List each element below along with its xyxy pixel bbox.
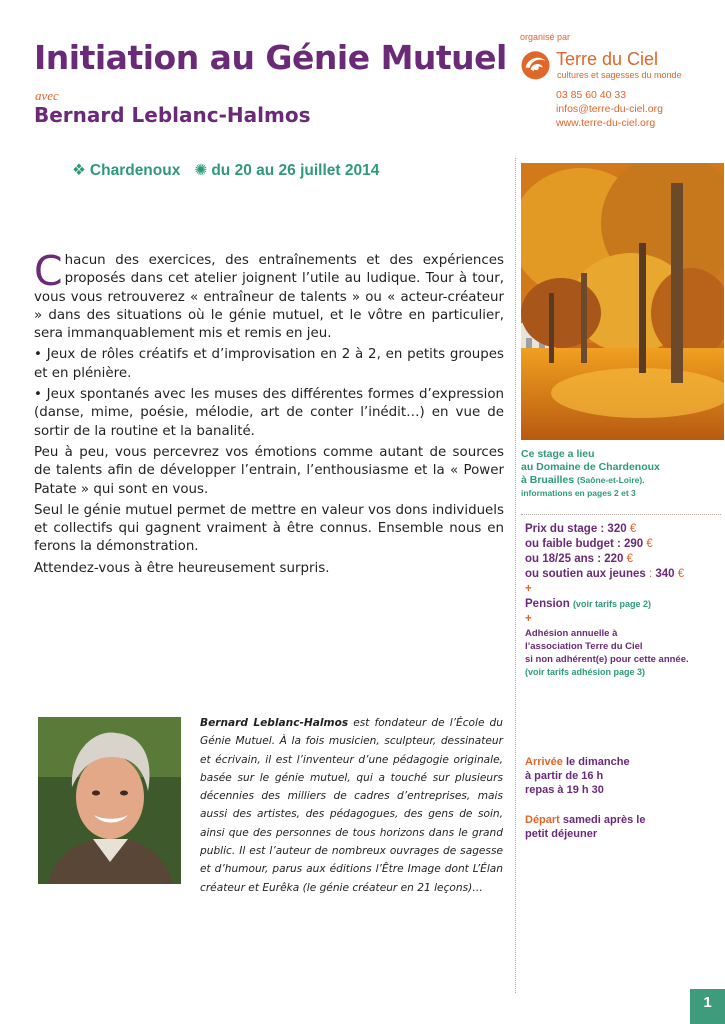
bullet-roles: • Jeux de rôles créatifs et d’improvisation en 2 à 2, en petits groupes et en plénière. xyxy=(34,347,504,381)
author-name: Bernard Leblanc-Halmos xyxy=(34,103,311,127)
organizer-website[interactable]: www.terre-du-ciel.org xyxy=(556,117,656,129)
author-bio xyxy=(200,714,503,897)
column-divider xyxy=(515,158,516,993)
closing-paragraph: Attendez-vous à être heureusement surpris. xyxy=(34,560,330,576)
plus-sign: + xyxy=(525,613,532,625)
price-budget: ou faible budget : 290 € xyxy=(525,538,653,550)
location-caption: Ce stage a lieu au Domaine de Chardenoux à Bruailles (Saône-et-Loire). informations en pages 2 et 3 xyxy=(521,448,660,498)
price-adhesion: Adhésion annuelle à l’association Terre du Ciel si non adhérent(e) pour cette année. (voir tarifs adhésion page 3) xyxy=(525,628,689,677)
page-number: 1 xyxy=(690,989,725,1024)
terre-du-ciel-logo-icon xyxy=(519,48,552,81)
event-place: Chardenoux xyxy=(89,162,181,179)
organizer-email[interactable]: infos@terre-du-ciel.org xyxy=(556,103,663,115)
organizer-name: Terre du Ciel xyxy=(556,49,659,69)
organizer-label: organisé par xyxy=(520,32,571,42)
bullet-muses: • Jeux spontanés avec les muses des différentes formes d’expression (danse, mime, poésie, mélodie, art de conter l’inédit…) en vue de sortir de la routine et la banalité. xyxy=(34,387,504,439)
pricing-block xyxy=(525,522,723,679)
author-portrait xyxy=(38,717,181,884)
price-youth: ou 18/25 ans : 220 € xyxy=(525,553,634,565)
diamond-flower-icon: ❖ xyxy=(72,162,86,179)
emotions-paragraph: Peu à peu, vous percevrez vos émotions comme autant de sources de talents afin de développer l’entrain, l’enthousiasme et la « Power Patate » qui sont en vous. xyxy=(34,444,504,497)
price-stage: Prix du stage : 320 € xyxy=(525,523,637,535)
organizer-tagline: cultures et sagesses du monde xyxy=(557,70,682,80)
arrival-info: Arrivée le dimanche à partir de 16 h repas à 19 h 30 xyxy=(525,756,630,796)
sun-icon: ✺ xyxy=(194,162,208,179)
drop-cap: C xyxy=(34,247,63,295)
price-support: ou soutien aux jeunes : 340 € xyxy=(525,568,685,580)
domain-autumn-photo xyxy=(521,163,724,440)
bio-text: est fondateur de l’École du Génie Mutuel. À la fois musicien, sculpteur, dessinateur et écrivain, il est l’inventeur d’une pédagogie originale, basée sur le génie mutuel, qui a touché sur plusieurs décennies des milliers de cadres d’entreprises, mais aussi des artistes, des pédagogues, des gens de soin, ainsi que des personnes de tous horizons dans le grand public. Il est l’auteur de nombreux ouvrages de sagesse et d’humour, parus aux éditions l’Être Image dont L’Élan créateur et Eurêka (le génie créateur en 21 leçons)… xyxy=(200,717,503,894)
plus-sign: + xyxy=(525,583,532,595)
organizer-phone: 03 85 60 40 33 xyxy=(556,89,627,101)
departure-info: Départ samedi après le petit déjeuner xyxy=(525,814,646,840)
event-place-dates xyxy=(72,161,379,180)
page-title: Initiation au Génie Mutuel xyxy=(34,38,507,77)
price-pension: Pension (voir tarifs page 2) xyxy=(525,598,651,610)
event-dates: du 20 au 26 juillet 2014 xyxy=(211,162,380,179)
description-body xyxy=(34,247,504,581)
caption-divider xyxy=(521,514,721,515)
intro-paragraph: Chacun des exercices, des entraînements et des expériences proposés dans cet atelier joignent l’utile au ludique. Tour à tour, vous vous retrouverez « entraîneur de talents » ou « acteur-créateur » dans des situations où le génie mutuel, et le vôtre en particulier, sera immanquablement mis et remis en jeu. xyxy=(34,247,504,342)
avec-label: avec xyxy=(35,88,59,103)
genie-paragraph: Seul le génie mutuel permet de mettre en valeur vos dons individuels et collectifs qui gagnent vraiment à être connus. Ensemble nous en ferons la démonstration. xyxy=(34,502,504,555)
bio-name: Bernard Leblanc-Halmos xyxy=(200,717,349,729)
